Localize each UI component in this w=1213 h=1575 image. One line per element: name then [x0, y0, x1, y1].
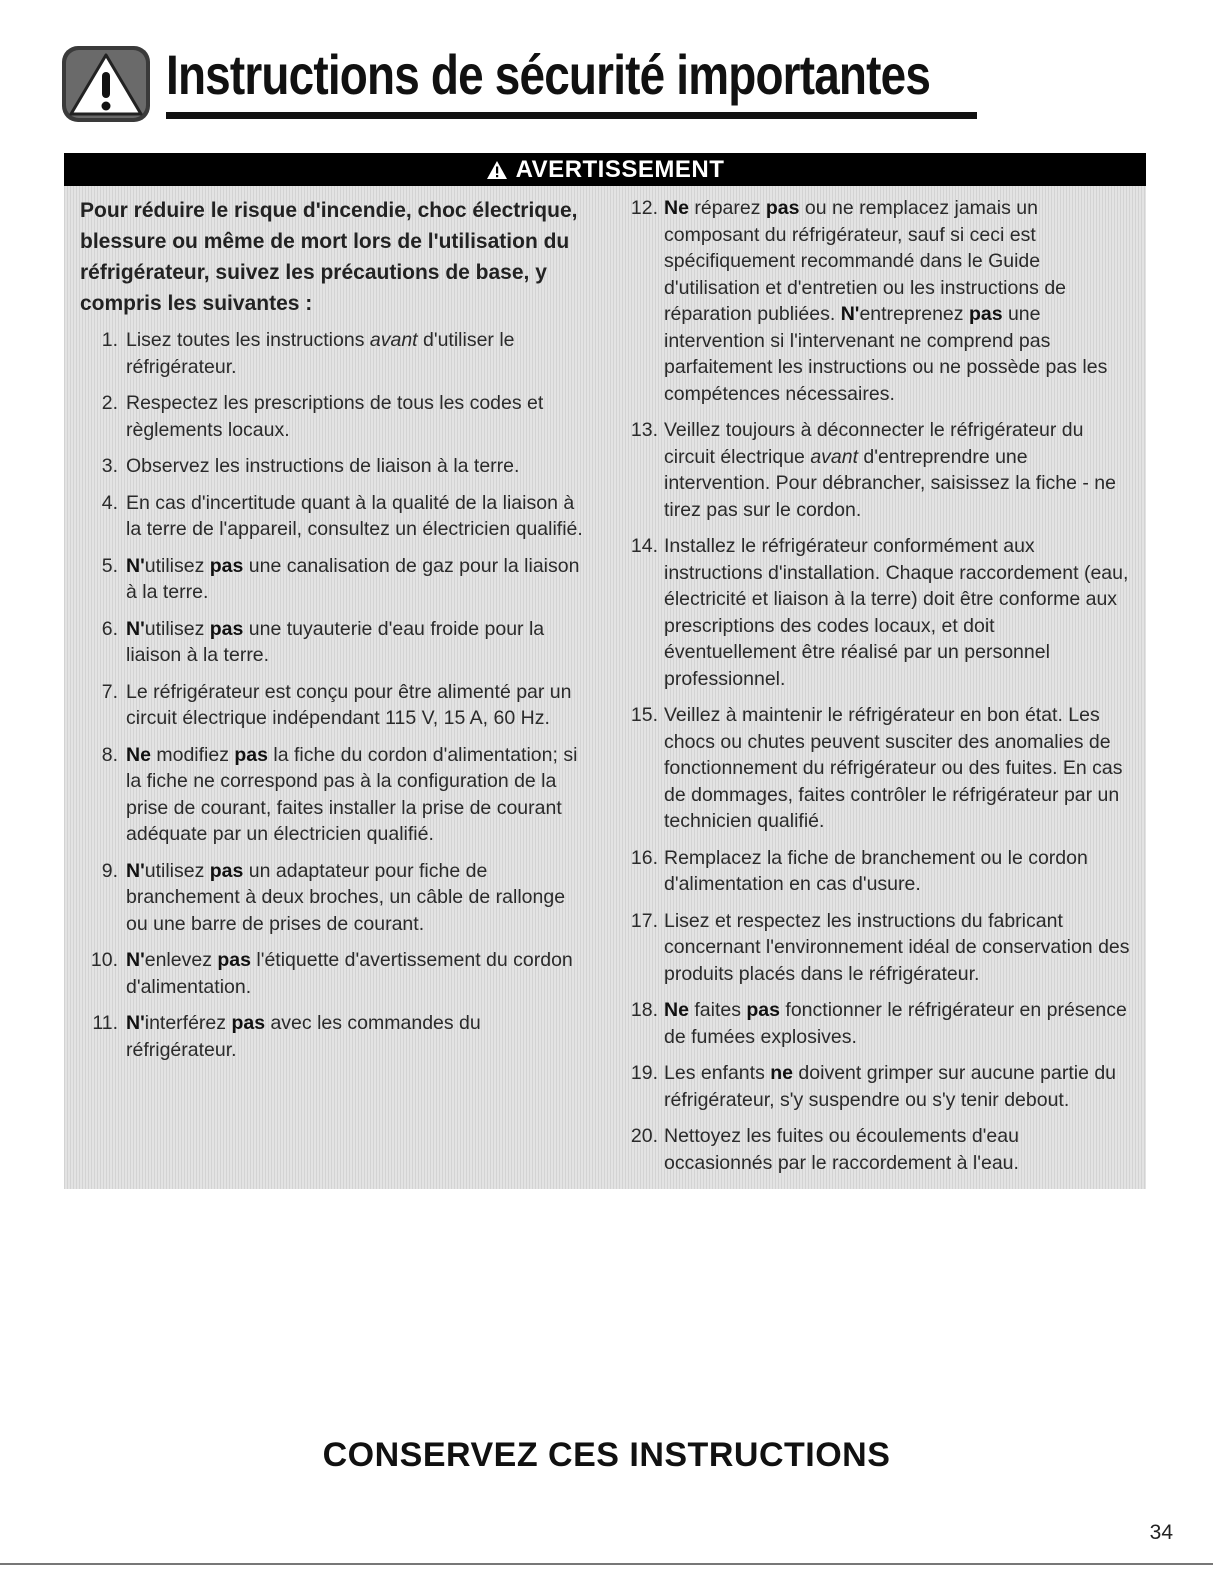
item-text-b2: pas [231, 1012, 266, 1034]
item-text-post: une tuyauterie d'eau froide pour la liaison à la terre. [126, 617, 545, 666]
item-number: 14. [630, 535, 658, 557]
item-number: 10. [90, 949, 118, 971]
safety-item [620, 702, 1132, 835]
item-text-em: avant [369, 329, 418, 351]
warning-bar [64, 153, 1146, 186]
item-text-t1: Installez le réfrigérateur conformément aux instructions d'installation. Chaque raccordement (eau, électricité et liaison à la terre) doit être conforme aux prescriptions des codes locaux, et doit éventuellement être réalisé par un personnel professionnel. [664, 535, 1129, 690]
item-number: 2. [101, 392, 118, 414]
safety-item [620, 997, 1132, 1050]
item-number: 19. [630, 1062, 658, 1084]
item-text-em: avant [810, 445, 859, 468]
item-number: 12. [630, 197, 658, 219]
item-text-post: un adaptateur pour fiche de branchement à deux broches, un câble de rallonge ou une barre de prises de courant. [126, 859, 566, 935]
item-text-t1: Veillez à maintenir le réfrigérateur en bon état. Les chocs ou chutes peuvent susciter des anomalies de fonctionnement du réfrigérateur ou des fuites. En cas de dommages, faites contrôler le réfrigérateur par un technicien qualifié. [664, 704, 1123, 832]
item-text-mid: En cas d'incertitude quant à la qualité de la liaison à la terre de l'appareil, consultez un électricien qualifié. [126, 491, 583, 540]
item-text-t2: fonctionner le réfrigérateur en présence de fumées explosives. [664, 999, 1127, 1048]
item-text-mid: Lisez toutes les instructions [126, 329, 370, 351]
item-text-post: l'étiquette d'avertissement du cordon d'alimentation. [126, 949, 573, 998]
item-number: 18. [630, 999, 658, 1021]
warning-triangle-icon [486, 160, 508, 180]
item-text-b2: ne [770, 1062, 794, 1084]
item-text-t1: Lisez et respectez les instructions du fabricant concernant l'environnement idéal de conservation des produits placés dans le réfrigérateur. [664, 909, 1130, 985]
item-text-b2: pas [765, 197, 800, 219]
item-text-b2: pas [209, 859, 244, 882]
left-column [80, 195, 585, 1073]
item-number: 6. [101, 617, 118, 640]
item-number: 8. [101, 743, 118, 766]
warning-label: AVERTISSEMENT [515, 155, 725, 183]
safety-item [80, 327, 585, 380]
safety-item [620, 533, 1132, 692]
item-text-t1: réparez [688, 197, 766, 219]
item-text-b2: pas [746, 999, 780, 1021]
item-number: 9. [101, 859, 118, 882]
item-text-b2: pas [209, 617, 244, 640]
item-text-b4: pas [968, 303, 1003, 325]
safety-item [80, 616, 585, 669]
item-text-post: une canalisation de gaz pour la liaison à la terre. [126, 554, 580, 603]
safety-item [80, 858, 585, 938]
item-text-mid: Le réfrigérateur est conçu pour être alimenté par un circuit électrique indépendant 115 V, 15 A, 60 Hz. [126, 680, 572, 729]
right-column [620, 195, 1132, 1186]
item-text-t1: Remplacez la fiche de branchement ou le cordon d'alimentation en cas d'usure. [664, 846, 1088, 895]
item-text-mid: Observez les instructions de liaison à la terre. [126, 455, 520, 477]
item-text-post: la fiche du cordon d'alimentation; si la fiche ne correspond pas à la configuration de la prise de courant, faites installer la prise de courant adéquate par un électricien qualifié. [126, 743, 578, 845]
page-header [62, 38, 977, 122]
item-text-mid: enlevez [144, 949, 218, 971]
warning-panel [64, 153, 1146, 1189]
safety-item [620, 195, 1132, 407]
item-number: 17. [630, 909, 658, 932]
item-text-t1: faites [688, 999, 747, 1021]
footer-title: CONSERVEZ CES INSTRUCTIONS [322, 1436, 891, 1474]
safety-item [80, 390, 585, 443]
page-number: 34 [1149, 1521, 1173, 1544]
safety-item [80, 553, 585, 606]
item-text-mid: utilisez [144, 859, 210, 882]
safety-item [80, 490, 585, 543]
safety-item [80, 453, 585, 480]
item-text-post: d'utiliser le réfrigérateur. [126, 329, 515, 378]
item-text-b1: N' [126, 554, 145, 577]
title-underline [166, 112, 977, 119]
safety-item [620, 1060, 1132, 1113]
safety-item [620, 908, 1132, 988]
warning-intro: Pour réduire le risque d'incendie, choc électrique, blessure ou même de mort lors de l'utilisation du réfrigérateur, suivez les précautions de base, y compris les suivantes : [80, 199, 578, 315]
item-text-b1: N' [126, 617, 145, 640]
item-text-b2: pas [217, 949, 251, 971]
item-text-t1: Les enfants [664, 1062, 771, 1084]
item-text-mid: interférez [144, 1012, 232, 1034]
item-text-mid: Respectez les prescriptions de tous les codes et règlements locaux. [126, 392, 544, 441]
item-text-b2: pas [209, 554, 244, 577]
safety-item [80, 679, 585, 732]
warning-triangle-icon [62, 46, 150, 122]
item-text-b1: Ne [664, 999, 689, 1021]
right-item-list [620, 195, 1132, 1176]
item-number: 5. [101, 554, 118, 577]
item-text-post: avec les commandes du réfrigérateur. [126, 1012, 481, 1061]
item-text-t2: doivent grimper sur aucune partie du réfrigérateur, s'y suspendre ou s'y tenir debout. [664, 1062, 1117, 1111]
item-number: 3. [101, 455, 118, 477]
item-text-t3: entreprenez [859, 303, 969, 325]
item-text-b1: N' [126, 1012, 145, 1034]
item-text-b2: pas [234, 743, 268, 766]
item-number: 16. [630, 846, 658, 869]
item-text-t1: Veillez toujours à déconnecter le réfrigérateur du circuit électrique [664, 419, 1084, 468]
safety-item [620, 845, 1132, 898]
item-number: 7. [101, 680, 118, 703]
safety-item [80, 742, 585, 848]
page-title: Instructions de sécurité importantes [166, 43, 931, 106]
item-text-b1: Ne [126, 743, 151, 766]
item-number: 4. [101, 491, 118, 514]
item-text-t4: une intervention si l'intervenant ne comprend pas parfaitement les instructions ou ne possède pas les compétences nécessaires. [664, 303, 1108, 405]
item-number: 13. [630, 419, 658, 441]
item-number: 20. [630, 1125, 658, 1147]
item-text-b1: N' [126, 949, 145, 971]
item-number: 11. [92, 1012, 118, 1034]
item-text-t1: Nettoyez les fuites ou écoulements d'eau occasionnés par le raccordement à l'eau. [664, 1125, 1019, 1174]
item-text-t5: d'entreprendre une intervention. Pour débrancher, saisissez la fiche - ne tirez pas sur le cordon. [664, 445, 1116, 521]
item-text-b3: N' [840, 303, 860, 325]
bottom-rule [0, 1563, 1213, 1565]
safety-item [80, 947, 585, 1000]
item-number: 15. [630, 704, 658, 726]
item-number: 1. [101, 329, 118, 351]
left-item-list [80, 327, 585, 1063]
safety-item [80, 1010, 585, 1063]
item-text-b1: Ne [664, 197, 689, 219]
item-text-mid: utilisez [144, 554, 210, 577]
safety-item [620, 1123, 1132, 1176]
safety-item [620, 417, 1132, 523]
item-text-mid: utilisez [144, 617, 210, 640]
item-text-t2: ou ne remplacez jamais un composant du réfrigérateur, sauf si ceci est spécifiquement recommandé dans le Guide d'utilisation et d'entretien ou les instructions de réparation publiées. [664, 197, 1067, 325]
item-text-mid: modifiez [150, 743, 235, 766]
item-text-b1: N' [126, 859, 145, 882]
